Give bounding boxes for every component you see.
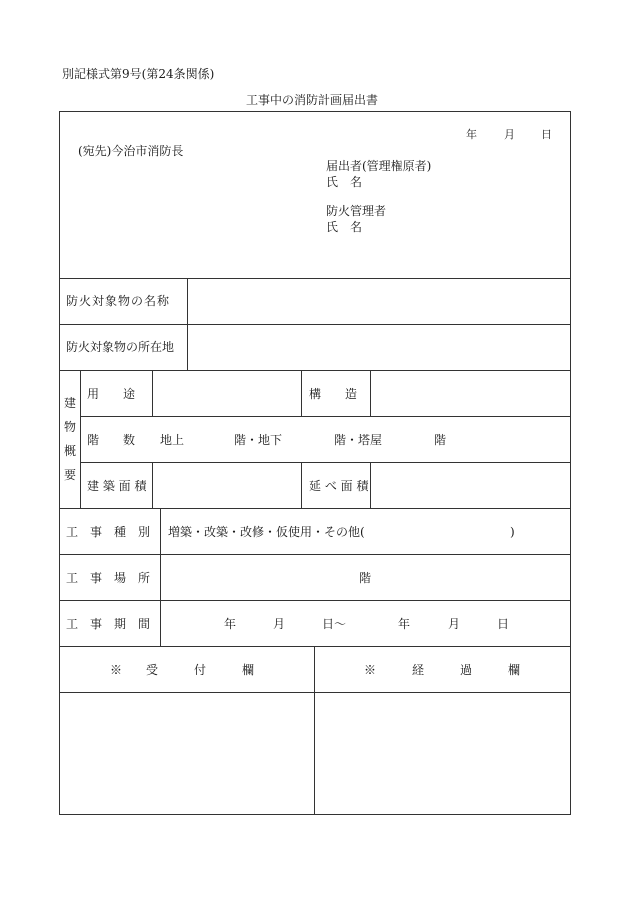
addressee: (宛先)今治市消防長 [78,144,184,158]
period-start-day: 日〜 [322,617,347,631]
work-period-label: 工 事 期 間 [66,617,151,631]
divider-building [59,508,571,509]
use-label: 用 途 [87,387,136,401]
manager-name-label: 氏 名 [326,220,363,234]
floors-penthouse-label: 階・塔屋 [334,433,383,447]
form-title: 工事中の消防計画届出書 [246,93,379,107]
divider-object-name [59,324,571,325]
object-name-label: 防火対象物の名称 [66,294,171,308]
building-area-label: 建 築 面 積 [87,479,147,493]
building-summary-char: 建 [63,396,76,410]
progress-area [315,693,570,814]
period-end-day: 日 [497,617,510,631]
date-month: 月 [504,128,515,141]
period-start-month: 月 [273,617,286,631]
notifier-label: 届出者(管理権原者) [326,159,432,173]
divider-object-address [59,370,571,371]
divider-work-type [59,554,571,555]
building-summary-char: 物 [63,420,76,434]
total-area-label: 延 べ 面 積 [309,479,369,493]
structure-label: 構 造 [309,387,358,401]
divider-vertical-label [187,278,188,370]
divider-vertical-total-area [301,462,302,508]
period-start-year: 年 [224,617,237,631]
floors-below-label: 階・地下 [234,433,283,447]
work-place-label: 工 事 場 所 [66,571,151,585]
building-summary-char: 概 [63,444,76,458]
notifier-name-label: 氏 名 [326,175,363,189]
work-type-options: 増築・改築・改修・仮使用・その他( [168,525,365,539]
date-day: 日 [541,128,552,141]
divider-vertical-work [160,508,161,646]
divider-vertical-use [152,370,153,416]
divider-vertical-area [152,462,153,508]
divider-work-place [59,600,571,601]
divider-work-period [59,646,571,647]
date-year: 年 [466,128,477,141]
work-place-floor: 階 [359,571,372,585]
divider-floors [80,462,571,463]
reception-label: ※ 受 付 欄 [110,663,255,677]
form-number: 別記様式第9号(第24条関係) [62,67,215,81]
divider-header [59,278,571,279]
floors-label: 階 数 [87,433,136,447]
work-type-label: 工 事 種 別 [66,525,151,539]
divider-vertical-total-area-value [370,462,371,508]
progress-label: ※ 経 過 欄 [364,663,521,677]
manager-label: 防火管理者 [326,204,387,218]
building-summary-label [63,397,77,493]
period-end-year: 年 [398,617,411,631]
divider-vertical-building [80,370,81,508]
building-summary-char: 要 [63,468,76,482]
divider-vertical-structure [301,370,302,416]
floors-above-label: 地上 [160,433,185,447]
reception-area [60,693,313,814]
work-type-close: ) [510,525,515,539]
divider-vertical-structure-value [370,370,371,416]
object-address-label: 防火対象物の所在地 [66,340,175,354]
period-end-month: 月 [448,617,461,631]
floors-end-label: 階 [434,433,447,447]
divider-use [80,416,571,417]
